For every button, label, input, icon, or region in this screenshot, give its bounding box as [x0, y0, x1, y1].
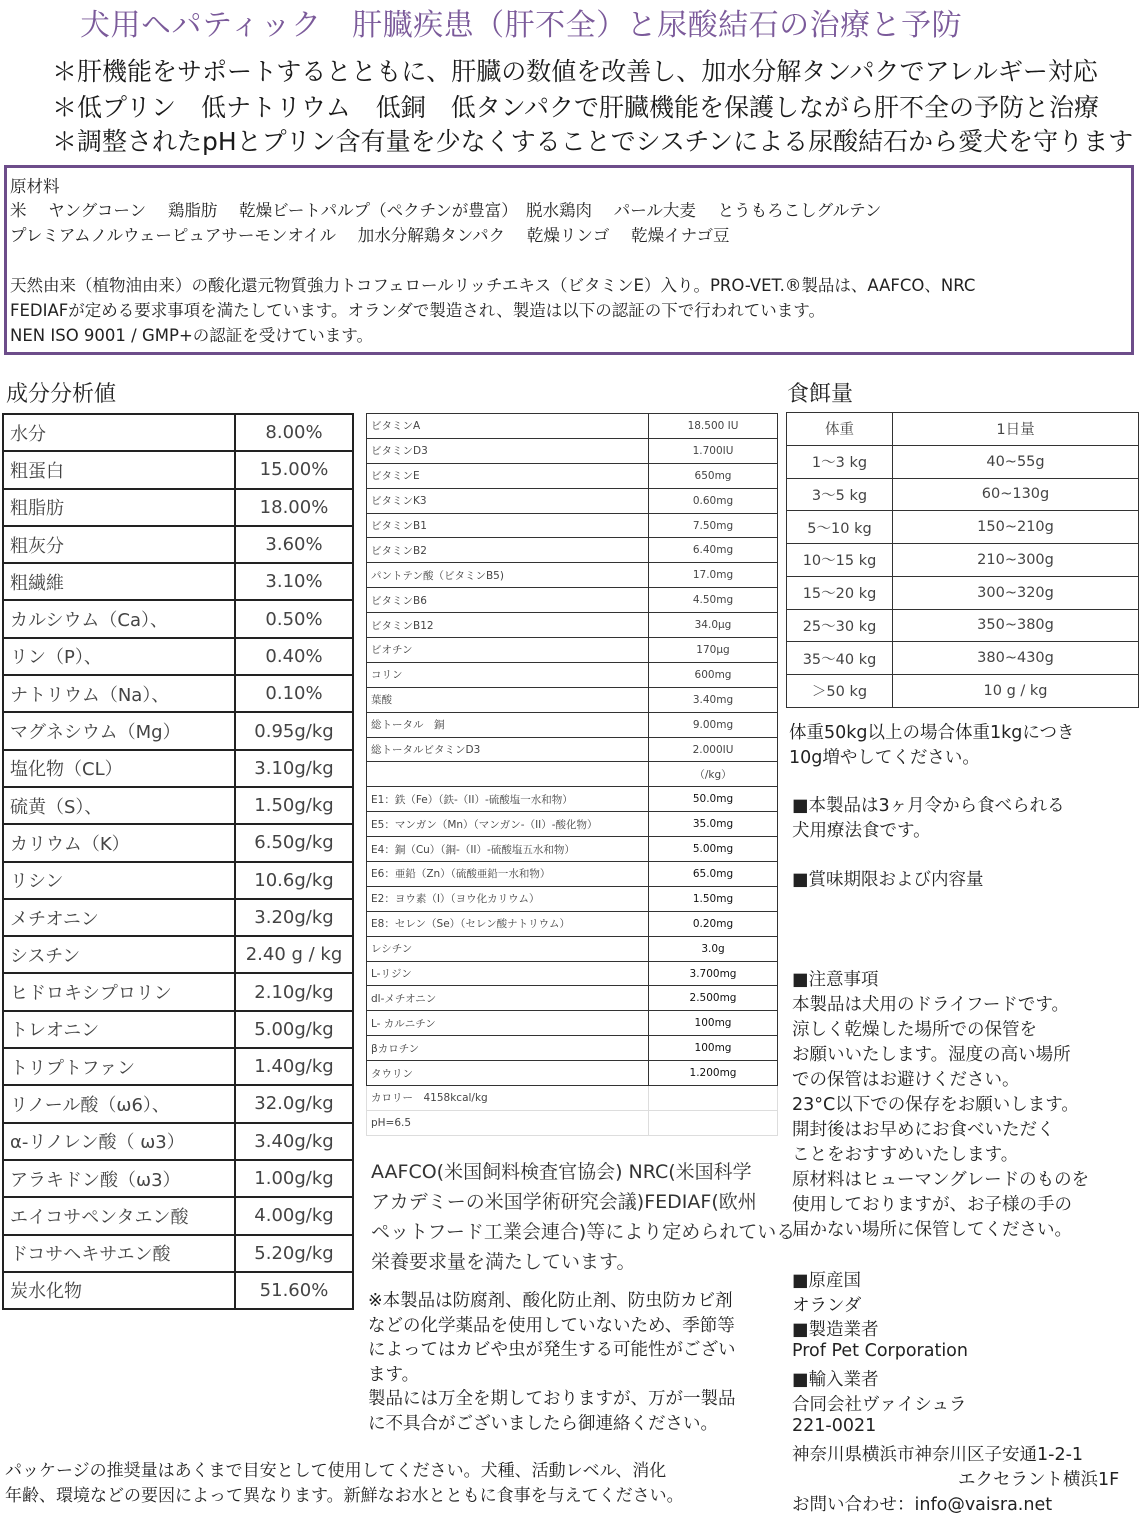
ingredients-line-3: 天然由来（植物油由来）の酸化還元物質強力トコフェロールリッチエキス（ビタミンE）入り。PRO-VET.®製品は、AAFCO、NRC [10, 276, 976, 295]
analysis-nutrient: 炭水化物 [3, 1272, 235, 1309]
feeding-weight: 3～5 kg [787, 478, 893, 511]
vitamin-name: ビタミンA [367, 414, 649, 439]
vitamin-value: 9.00mg [649, 712, 778, 737]
vitamin-name: ビタミンB1 [367, 513, 649, 538]
analysis-nutrient: マグネシウム（Mg） [3, 712, 235, 749]
vitamin-row [367, 1110, 778, 1135]
analysis-nutrient: エイコサペンタエン酸 [3, 1197, 235, 1234]
vitamin-row [367, 986, 778, 1011]
analysis-nutrient: カリウム（K） [3, 824, 235, 861]
preservative-note-line: ます。 [368, 1364, 420, 1385]
analysis-nutrient: トリプトファン [3, 1048, 235, 1085]
feeding-amount: 300~320g [893, 576, 1139, 609]
caution-heading: ■注意事項 [792, 970, 879, 990]
analysis-nutrient: カルシウム（Ca）、 [3, 600, 235, 637]
vitamin-name: L- カルニチン [367, 1011, 649, 1036]
caution-line: での保管はお避けください。 [792, 1070, 1020, 1090]
contact-email: お問い合わせ：info@vaisra.net [792, 1495, 1053, 1515]
caution-line: 原材料はヒューマングレードのものを [792, 1170, 1090, 1190]
analysis-value: 2.40 g / kg [235, 936, 353, 973]
vitamin-value: 5.00mg [649, 837, 778, 862]
caution-line: 開封後はお早めにお食べいただく [792, 1120, 1055, 1140]
vitamin-value: 600mg [649, 662, 778, 687]
vitamin-name: 総トータルビタミンD3 [367, 737, 649, 762]
vitamin-row [367, 762, 778, 787]
vitamin-name: L-リジン [367, 961, 649, 986]
vitamin-row [367, 638, 778, 663]
vitamin-name: レシチン [367, 936, 649, 961]
analysis-value: 15.00% [235, 451, 353, 488]
vitamin-name: E8：セレン（Se）（セレン酸ナトリウム） [367, 911, 649, 936]
vitamin-value: 170μg [649, 638, 778, 663]
feeding-row [787, 478, 1139, 511]
analysis-nutrient: 粗繊維 [3, 563, 235, 600]
feeding-header-row [787, 413, 1139, 446]
vitamin-value: 1.50mg [649, 886, 778, 911]
analysis-nutrient: リシン [3, 862, 235, 899]
analysis-row [3, 451, 353, 488]
vitamin-value: 34.0μg [649, 613, 778, 638]
caution-line: 23°C以下での保存をお願いします。 [792, 1095, 1079, 1115]
vitamin-value: 2.000IU [649, 737, 778, 762]
age-line-2: 犬用療法食です。 [792, 821, 931, 841]
analysis-table [2, 413, 354, 1310]
feeding-amount: 60~130g [893, 478, 1139, 511]
analysis-value: 1.00g/kg [235, 1160, 353, 1197]
vitamin-row [367, 862, 778, 887]
vitamin-value: 65.0mg [649, 862, 778, 887]
ingredients-line-2: プレミアムノルウェーピュアサーモンオイル 加水分解鶏タンパク 乾燥リンゴ 乾燥イナゴ豆 [10, 226, 730, 245]
caution-line: 涼しく乾燥した場所での保管を [792, 1020, 1037, 1040]
analysis-nutrient: α-リノレン酸（ ω3） [3, 1123, 235, 1160]
vitamin-value: 4.50mg [649, 588, 778, 613]
feeding-weight: 35～40 kg [787, 642, 893, 675]
address-line-2: エクセラント横浜1F [958, 1470, 1120, 1490]
ingredients-line-5: NEN ISO 9001 / GMP+の認証を受けています。 [10, 326, 373, 345]
vitamin-row [367, 438, 778, 463]
analysis-value: 8.00% [235, 414, 353, 451]
importer-value: 合同会社ヴァイシュラ [792, 1395, 967, 1415]
preservative-note-line: 製品には万全を期しておりますが、万が一製品 [368, 1389, 736, 1409]
vitamin-table [366, 413, 778, 1136]
analysis-row [3, 750, 353, 787]
origin-heading: ■原産国 [792, 1271, 862, 1291]
vitamin-name: ビタミンK3 [367, 488, 649, 513]
analysis-value: 3.40g/kg [235, 1123, 353, 1160]
vitamin-name: ビタミンB6 [367, 588, 649, 613]
vitamin-name: 葉酸 [367, 687, 649, 712]
feeding-table [786, 412, 1139, 708]
analysis-value: 5.20g/kg [235, 1235, 353, 1272]
vitamin-name [367, 762, 649, 787]
analysis-value: 0.50% [235, 600, 353, 637]
caution-line: ことをおすすめいたします。 [792, 1145, 1019, 1165]
vitamin-name: ビタミンD3 [367, 438, 649, 463]
feeding-amount: 350~380g [893, 609, 1139, 642]
feeding-heading: 食餌量 [787, 382, 854, 407]
vitamin-name: カロリー 4158kcal/kg [367, 1086, 649, 1111]
vitamin-value: 2.500mg [649, 986, 778, 1011]
vitamin-value: 50.0mg [649, 787, 778, 812]
package-note-1: パッケージの推奨量はあくまで目安として使用してください。犬種、活動レベル、消化 [5, 1461, 667, 1481]
vitamin-row [367, 886, 778, 911]
analysis-nutrient: リン（P）、 [3, 638, 235, 675]
feeding-row [787, 642, 1139, 675]
feeding-note-2: 10g増やしてください。 [789, 748, 980, 768]
caution-line: 本製品は犬用のドライフードです。 [792, 995, 1070, 1015]
vitamin-name: コリン [367, 662, 649, 687]
analysis-value: 1.50g/kg [235, 787, 353, 824]
analysis-row [3, 675, 353, 712]
analysis-row [3, 824, 353, 861]
feeding-weight: 15～20 kg [787, 576, 893, 609]
vitamin-value [649, 1110, 778, 1135]
vitamin-value: 7.50mg [649, 513, 778, 538]
age-line-1: ■本製品は3ヶ月令から食べられる [792, 796, 1065, 816]
vitamin-row [367, 737, 778, 762]
ingredients-heading: 原材料 [10, 177, 60, 196]
analysis-row [3, 1123, 353, 1160]
vitamin-row [367, 588, 778, 613]
analysis-row [3, 489, 353, 526]
analysis-value: 2.10g/kg [235, 973, 353, 1010]
vitamin-name: パントテン酸（ビタミンB5) [367, 563, 649, 588]
analysis-nutrient: 硫黄（S）、 [3, 787, 235, 824]
caution-line: 使用しておりますが、お子様の手の [792, 1195, 1072, 1215]
analysis-value: 5.00g/kg [235, 1011, 353, 1048]
vitamin-name: E4：銅（Cu）（銅-（II）-硫酸塩五水和物） [367, 837, 649, 862]
feeding-weight: ＞50 kg [787, 675, 893, 708]
vitamin-row [367, 414, 778, 439]
vitamin-name: ビタミンE [367, 463, 649, 488]
vitamin-name: ビオチン [367, 638, 649, 663]
analysis-nutrient: トレオニン [3, 1011, 235, 1048]
vitamin-name: ビタミンB2 [367, 538, 649, 563]
vitamin-value [649, 1086, 778, 1111]
preservative-note-line: などの化学薬品を使用していないため、季節等 [368, 1315, 735, 1336]
vitamin-row [367, 662, 778, 687]
feeding-row [787, 576, 1139, 609]
analysis-value: 0.40% [235, 638, 353, 675]
package-note-2: 年齢、環境などの要因によって異なります。新鮮なお水とともに食事を与えてください。 [5, 1486, 684, 1506]
vitamin-value: （/kg） [649, 762, 778, 787]
vitamin-row [367, 961, 778, 986]
analysis-value: 51.60% [235, 1272, 353, 1309]
vitamin-value: 17.0mg [649, 563, 778, 588]
feature-bullet-1: ＊肝機能をサポートするとともに、肝臓の数値を改善し、加水分解タンパクでアレルギー対応 [52, 57, 1098, 86]
vitamin-row [367, 538, 778, 563]
vitamin-name: タウリン [367, 1061, 649, 1086]
feeding-row [787, 675, 1139, 708]
feature-bullet-2: ＊低プリン 低ナトリウム 低銅 低タンパクで肝臓機能を保護しながら肝不全の予防と治療 [52, 93, 1100, 122]
vitamin-value: 6.40mg [649, 538, 778, 563]
feature-bullet-3: ＊調整されたpHとプリン含有量を少なくすることでシスチンによる尿酸結石から愛犬を守ります [52, 127, 1134, 156]
analysis-row [3, 563, 353, 600]
vitamin-name: E5：マンガン（Mn）（マンガン-（II）-酸化物） [367, 812, 649, 837]
analysis-row [3, 1085, 353, 1122]
vitamin-name: E1：鉄（Fe）（鉄-（II）-硫酸塩一水和物） [367, 787, 649, 812]
vitamin-value: 650mg [649, 463, 778, 488]
maker-value: Prof Pet Corporation [792, 1341, 968, 1361]
analysis-row [3, 414, 353, 451]
analysis-heading: 成分分析値 [6, 382, 117, 407]
importer-heading: ■輸入業者 [792, 1370, 879, 1390]
analysis-value: 18.00% [235, 489, 353, 526]
vitamin-value: 0.60mg [649, 488, 778, 513]
vitamin-row [367, 1011, 778, 1036]
preservative-note-line: に不具合がございましたら御連絡ください。 [368, 1413, 718, 1434]
address-line-1: 神奈川県横浜市神奈川区子安通1-2-1 [792, 1445, 1084, 1465]
vitamin-value: 35.0mg [649, 812, 778, 837]
vitamin-row [367, 563, 778, 588]
analysis-nutrient: 粗蛋白 [3, 451, 235, 488]
vitamin-name: 総トータル 銅 [367, 712, 649, 737]
analysis-nutrient: 水分 [3, 414, 235, 451]
feeding-amount: 380~430g [893, 642, 1139, 675]
vitamin-value: 100mg [649, 1036, 778, 1061]
analysis-nutrient: 粗灰分 [3, 526, 235, 563]
feeding-amount: 40~55g [893, 445, 1139, 478]
analysis-value: 6.50g/kg [235, 824, 353, 861]
analysis-nutrient: ドコサヘキサエン酸 [3, 1235, 235, 1272]
analysis-row [3, 1011, 353, 1048]
vitamin-value: 0.20mg [649, 911, 778, 936]
feeding-weight: 1～3 kg [787, 445, 893, 478]
vitamin-name: E6：亜鉛（Zn）（硫酸亜鉛一水和物） [367, 862, 649, 887]
feeding-row [787, 511, 1139, 544]
feeding-amount: 10 g / kg [893, 675, 1139, 708]
vitamin-row [367, 687, 778, 712]
analysis-row [3, 712, 353, 749]
vitamin-value: 3.0g [649, 936, 778, 961]
analysis-row [3, 862, 353, 899]
maker-heading: ■製造業者 [792, 1320, 879, 1340]
vitamin-row [367, 1036, 778, 1061]
feeding-row [787, 609, 1139, 642]
vitamin-value: 100mg [649, 1011, 778, 1036]
analysis-value: 1.40g/kg [235, 1048, 353, 1085]
analysis-row [3, 600, 353, 637]
feeding-row [787, 445, 1139, 478]
vitamin-row [367, 936, 778, 961]
caution-line: お願いいたします。湿度の高い場所 [792, 1045, 1071, 1065]
feeding-header-weight: 体重 [787, 413, 893, 446]
analysis-value: 0.95g/kg [235, 712, 353, 749]
vitamin-name: E2：ヨウ素（I）（ヨウ化カリウム） [367, 886, 649, 911]
vitamin-row [367, 812, 778, 837]
aafco-line: 栄養要求量を満たしています。 [371, 1251, 636, 1273]
analysis-nutrient: ナトリウム（Na）、 [3, 675, 235, 712]
analysis-row [3, 787, 353, 824]
analysis-value: 32.0g/kg [235, 1085, 353, 1122]
vitamin-value: 18.500 IU [649, 414, 778, 439]
aafco-line: ペットフード工業会連合)等により定められている [371, 1221, 796, 1243]
analysis-value: 4.00g/kg [235, 1197, 353, 1234]
vitamin-value: 1.200mg [649, 1061, 778, 1086]
analysis-value: 3.20g/kg [235, 899, 353, 936]
feeding-amount: 150~210g [893, 511, 1139, 544]
analysis-row [3, 899, 353, 936]
analysis-nutrient: アラキドン酸（ω3） [3, 1160, 235, 1197]
vitamin-row [367, 837, 778, 862]
analysis-nutrient: 粗脂肪 [3, 489, 235, 526]
feeding-row [787, 544, 1139, 577]
caution-line: 届かない場所に保管してください。 [792, 1220, 1072, 1240]
aafco-line: アカデミーの米国学術研究会議)FEDIAF(欧州 [371, 1191, 757, 1213]
feeding-weight: 25～30 kg [787, 609, 893, 642]
analysis-row [3, 1235, 353, 1272]
vitamin-name: dl-メチオニン [367, 986, 649, 1011]
vitamin-row [367, 613, 778, 638]
analysis-row [3, 1197, 353, 1234]
analysis-nutrient: 塩化物（CL） [3, 750, 235, 787]
feeding-header-daily: 1日量 [893, 413, 1139, 446]
preservative-note-line: によってはカビや虫が発生する可能性がござい [368, 1340, 736, 1360]
vitamin-row [367, 513, 778, 538]
analysis-value: 3.10% [235, 563, 353, 600]
analysis-row [3, 1272, 353, 1309]
analysis-value: 10.6g/kg [235, 862, 353, 899]
feeding-weight: 5～10 kg [787, 511, 893, 544]
analysis-nutrient: リノール酸（ω6）、 [3, 1085, 235, 1122]
page-title: 犬用ヘパティック 肝臓疾患（肝不全）と尿酸結石の治療と予防 [80, 8, 963, 43]
feeding-amount: 210~300g [893, 544, 1139, 577]
analysis-value: 3.10g/kg [235, 750, 353, 787]
analysis-value: 3.60% [235, 526, 353, 563]
postal-code: 221-0021 [792, 1416, 877, 1436]
vitamin-row [367, 463, 778, 488]
analysis-row [3, 526, 353, 563]
feeding-weight: 10～15 kg [787, 544, 893, 577]
vitamin-row [367, 712, 778, 737]
expiry-heading: ■賞味期限および内容量 [792, 870, 984, 890]
vitamin-name: ビタミンB12 [367, 613, 649, 638]
ingredients-line-4: FEDIAFが定める要求事項を満たしています。オランダで製造され、製造は以下の認証の下で行われています。 [10, 301, 825, 320]
origin-value: オランダ [792, 1296, 862, 1316]
analysis-row [3, 638, 353, 675]
vitamin-name: βカロチン [367, 1036, 649, 1061]
analysis-nutrient: メチオニン [3, 899, 235, 936]
feeding-note-1: 体重50kg以上の場合体重1kgにつき [789, 723, 1075, 743]
vitamin-value: 3.700mg [649, 961, 778, 986]
vitamin-name: pH=6.5 [367, 1110, 649, 1135]
vitamin-value: 1.700IU [649, 438, 778, 463]
analysis-nutrient: シスチン [3, 936, 235, 973]
analysis-value: 0.10% [235, 675, 353, 712]
aafco-line: AAFCO(米国飼料検査官協会) NRC(米国科学 [371, 1161, 752, 1183]
vitamin-row [367, 1086, 778, 1111]
vitamin-row [367, 911, 778, 936]
vitamin-row [367, 488, 778, 513]
analysis-row [3, 1048, 353, 1085]
analysis-row [3, 936, 353, 973]
vitamin-value: 3.40mg [649, 687, 778, 712]
analysis-row [3, 1160, 353, 1197]
ingredients-line-1: 米 ヤングコーン 鶏脂肪 乾燥ビートパルプ（ペクチンが豊富） 脱水鶏肉 パール大麦 とうもろこしグルテン [10, 201, 882, 220]
analysis-nutrient: ヒドロキシプロリン [3, 973, 235, 1010]
preservative-note-line: ※本製品は防腐剤、酸化防止剤、防虫防カビ剤 [368, 1291, 733, 1311]
vitamin-row [367, 1061, 778, 1086]
analysis-row [3, 973, 353, 1010]
vitamin-row [367, 787, 778, 812]
